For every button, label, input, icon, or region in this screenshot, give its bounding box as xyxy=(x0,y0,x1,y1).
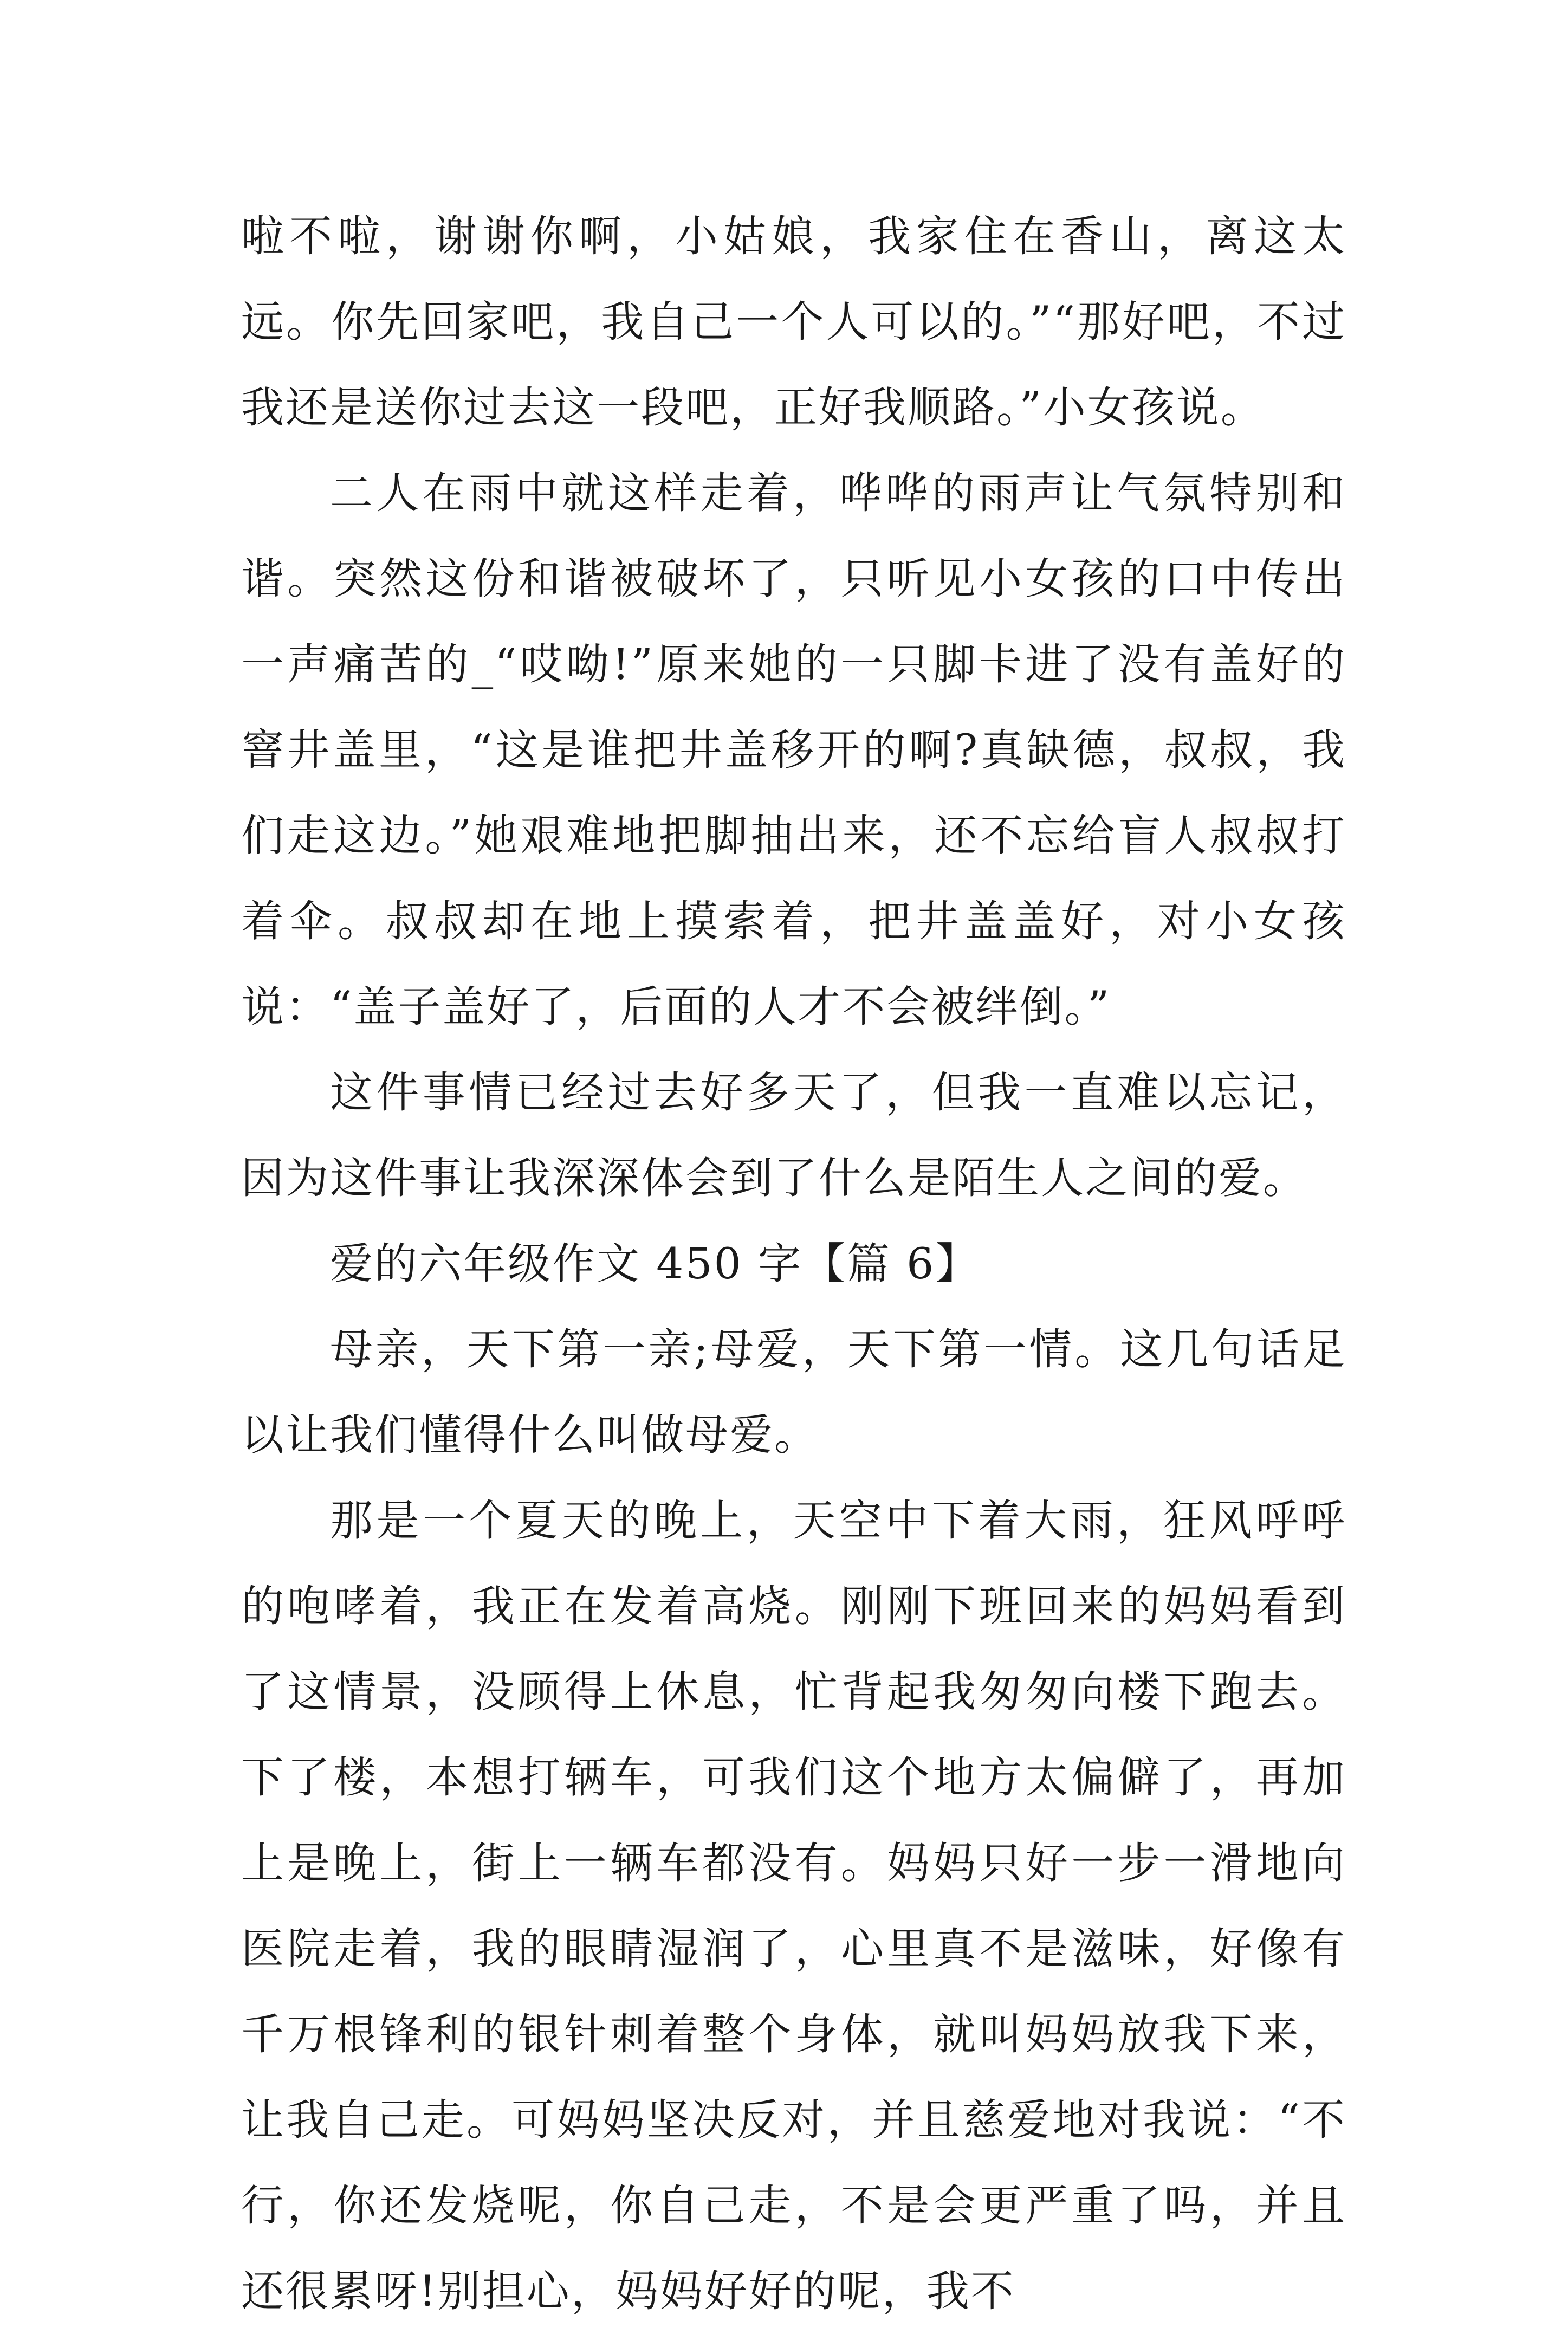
section-heading: 爱的六年级作文 450 字【篇 6】 xyxy=(330,1239,980,1289)
paragraph: 啦不啦，谢谢你啊，小姑娘，我家住在香山，离这太远。你先回家吧，我自己一个人可以的。”“那好吧，不过我还是送你过去这一段吧，正好我顺路。”小女孩说。 xyxy=(241,211,1346,432)
paragraph: 那是一个夏天的晚上，天空中下着大雨，狂风呼呼的咆哮着，我正在发着高烧。刚刚下班回来的妈妈看到了这情景，没顾得上休息，忙背起我匆匆向楼下跑去。下了楼，本想打辆车，可我们这个地方太偏僻了，再加上是晚上，街上一辆车都没有。妈妈只好一步一滑地向医院走着，我的眼睛湿润了，心里真不是滋味，好像有千万根锋利的银针刺着整个身体，就叫妈妈放我下来，让我自己走。可妈妈坚决反对，并且慈爱地对我说：“不行，你还发烧呢，你自己走，不是会更严重了吗，并且还很累呀!别担心，妈妈好好的呢，我不 xyxy=(241,1496,1346,2316)
paragraph: 二人在雨中就这样走着，哗哗的雨声让气氛特别和谐。突然这份和谐被破坏了，只听见小女孩的口中传出一声痛苦的_“哎呦!”原来她的一只脚卡进了没有盖好的窨井盖里，“这是谁把井盖移开的啊?真缺德，叔叔，我们走这边。”她艰难地把脚抽出来，还不忘给盲人叔叔打着伞。叔叔却在地上摸索着，把井盖盖好，对小女孩说：“盖子盖好了，后面的人才不会被绊倒。” xyxy=(241,468,1346,1032)
document-body xyxy=(241,193,1346,2334)
paragraph: 这件事情已经过去好多天了，但我一直难以忘记，因为这件事让我深深体会到了什么是陌生人之间的爱。 xyxy=(241,1068,1346,1203)
paragraph: 母亲，天下第一亲;母爱，天下第一情。这几句话足以让我们懂得什么叫做母爱。 xyxy=(241,1324,1346,1460)
